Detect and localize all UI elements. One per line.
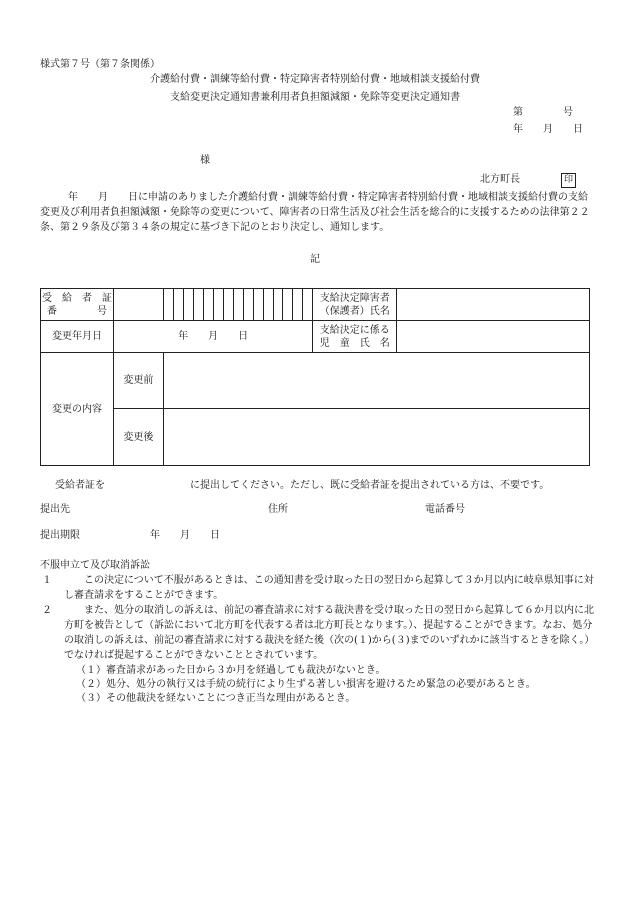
issuer-name: 北方町長 — [480, 174, 520, 185]
change-date-label: 変更年月日 — [41, 321, 114, 353]
submission-prefix: 受給者証を — [55, 480, 105, 491]
appeal-item-1-text: この決定について不服があるときは、この通知書を受け取った日の翌日から起算して３か月以内に岐阜県知事に対し審査請求をすることができます。 — [64, 575, 594, 601]
document-number: 第 号 — [513, 107, 573, 118]
row-change-after — [41, 409, 590, 466]
address-label: 住所 — [268, 504, 288, 515]
appeal-item-1 — [40, 573, 595, 603]
change-date-field[interactable] — [113, 321, 312, 353]
appeal-item-1-number: １ — [42, 575, 52, 586]
cert-number-label: 受 給 者 証 番 号 — [41, 289, 114, 321]
phone-label: 電話番号 — [425, 504, 465, 515]
notice-body — [40, 190, 593, 235]
cert-digit-cell[interactable] — [263, 289, 273, 321]
cert-digit-cell[interactable] — [163, 289, 173, 321]
notice-body-text: 年 月 日に申請のありました介護給付費・訓練等給付費・特定障害者特別給付費・地域相談支援給付費の支給変更及び利用者負担額減額・免除等の変更について、障害者の日常生活及び社会生活を総合的に支援するための法律第２２条、第２９条及び第３４条の規定に基づき下記のとおり決定し、通知します。 — [40, 192, 590, 233]
row-certificate — [41, 289, 590, 321]
appeal-item-2 — [40, 603, 595, 663]
seal-mark: 印 — [561, 173, 576, 188]
cert-digit-cell[interactable] — [213, 289, 223, 321]
row-change-before — [41, 353, 590, 409]
after-field[interactable] — [163, 409, 589, 466]
row-change-date — [41, 321, 590, 353]
cert-digit-cell[interactable] — [183, 289, 193, 321]
cert-digit-cell[interactable] — [283, 289, 293, 321]
appeal-item-2-text: また、処分の取消しの訴えは、前記の審査請求に対する裁決書を受け取った日の翌日から起算して６か月以内に北方町を被告として（訴訟において北方町を代表する者は北方町長となります。）、提起することができます。なお、処分の取消しの訴えは、前記の審査請求に対する裁決を経た後（次の(１)から(３)までのいずれかに該当するときを除く。）でなければ提起することができないこととされています。 — [64, 605, 595, 661]
child-name-field[interactable] — [397, 321, 590, 353]
cert-digit-cell[interactable] — [243, 289, 253, 321]
cert-digit-cell[interactable] — [193, 289, 203, 321]
cert-digit-cell[interactable] — [113, 289, 163, 321]
cert-digit-cell[interactable] — [173, 289, 183, 321]
change-date-value: 年 月 日 — [178, 330, 249, 342]
appeal-sub-1: （１）審査請求があった日から３か月を経過しても裁決がないとき。 — [76, 665, 386, 676]
appeal-sub-3: （３）その他裁決を経ないことにつき正当な理由があるとき。 — [76, 693, 356, 704]
submission-instruction: に提出してください。ただし、既に受給者証を提出されている方は、不要です。 — [190, 480, 550, 491]
title-line-2: 支給変更決定通知書兼利用者負担額減額・免除等変更決定通知書 — [170, 92, 460, 103]
form-number: 様式第７号（第７条関係） — [40, 59, 160, 70]
title-line-1: 介護給付費・訓練等給付費・特定障害者特別給付費・地域相談支援給付費 — [150, 74, 480, 85]
cert-digit-cell[interactable] — [233, 289, 243, 321]
before-field[interactable] — [163, 353, 589, 409]
change-content-label: 変更の内容 — [41, 353, 114, 466]
cert-digit-cell[interactable] — [273, 289, 283, 321]
deadline-label: 提出期限 — [40, 530, 80, 541]
cert-digit-cell[interactable] — [223, 289, 233, 321]
addressee-suffix: 様 — [200, 155, 210, 166]
appeal-heading: 不服申立て及び取消訴訟 — [40, 560, 150, 571]
ki-mark: 記 — [310, 254, 320, 265]
appeal-sub-2: （２）処分、処分の執行又は手続の続行により生ずる著しい損害を避けるため緊急の必要があるとき。 — [76, 679, 536, 690]
child-name-label: 支給決定に係る 児 童 氏 名 — [313, 321, 397, 353]
cert-digit-cell[interactable] — [253, 289, 263, 321]
cert-digit-cell[interactable] — [293, 289, 303, 321]
appeal-item-2-number: ２ — [42, 605, 52, 616]
cert-digit-cell[interactable] — [303, 289, 313, 321]
submission-destination-label: 提出先 — [40, 504, 70, 515]
recipient-name-field[interactable] — [397, 289, 590, 321]
cert-digit-cell[interactable] — [203, 289, 213, 321]
recipient-name-label: 支給決定障害者 （保護者）氏名 — [313, 289, 397, 321]
decision-table — [40, 288, 590, 466]
before-label: 変更前 — [113, 353, 163, 409]
issue-date: 年 月 日 — [513, 124, 583, 135]
after-label: 変更後 — [113, 409, 163, 466]
deadline-value: 年 月 日 — [150, 530, 220, 541]
